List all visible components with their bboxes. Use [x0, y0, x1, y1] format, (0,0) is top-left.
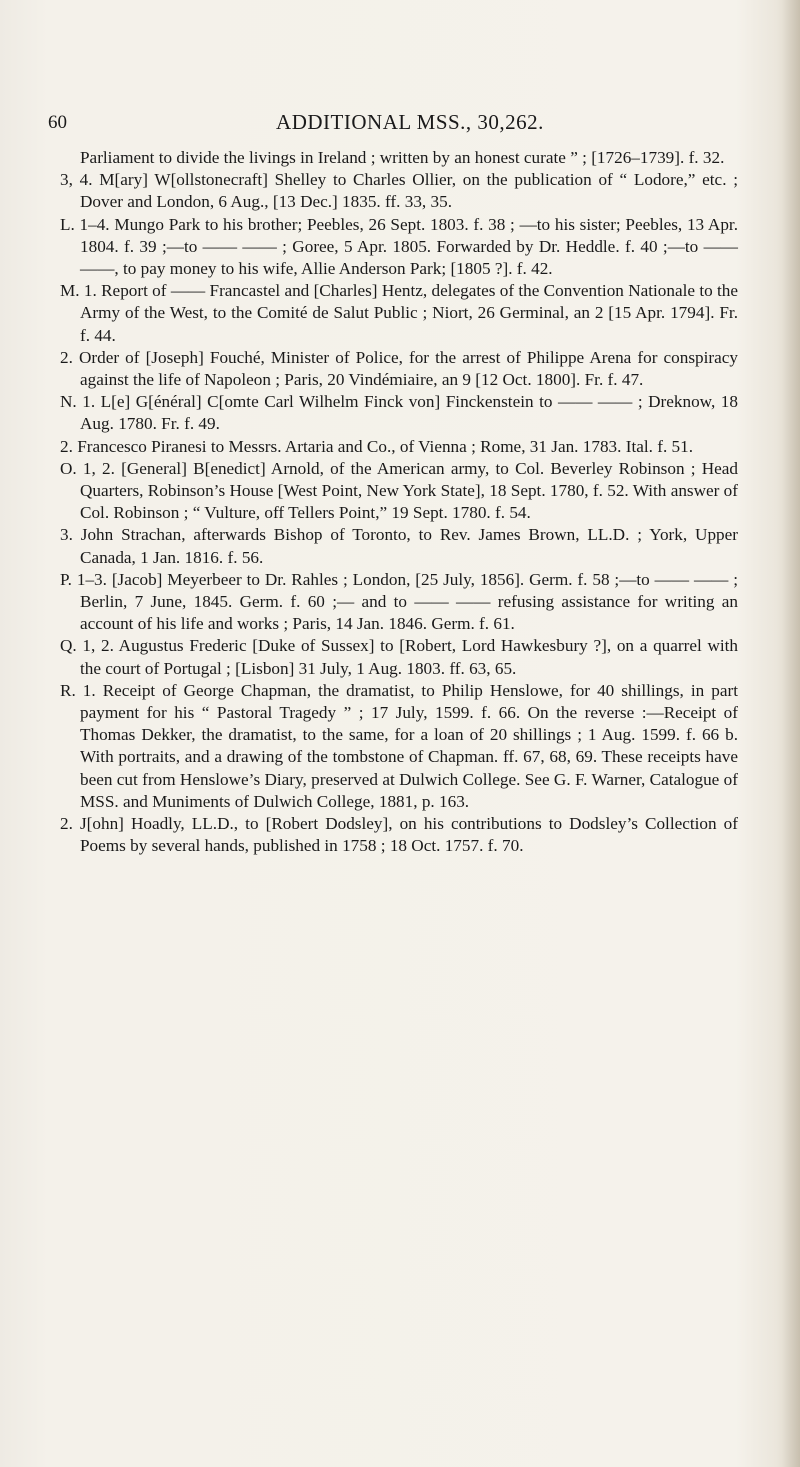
page-edge-shadow: [782, 0, 800, 1467]
catalogue-entry: N. 1. L[e] G[énéral] C[omte Carl Wilhelm Finck von] Finckenstein to —— —— ; Dreknow, 18 Aug. 1780. Fr. f. 49.: [60, 392, 738, 434]
catalogue-entry: 2. Order of [Joseph] Fouché, Minister of Police, for the arrest of Philippe Arena for conspiracy against the life of Napoleon ; Paris, 20 Vindémiaire, an 9 [12 Oct. 1800]. Fr. f. 47.: [60, 347, 738, 390]
catalogue-entry: 3. John Strachan, afterwards Bishop of Toronto, to Rev. James Brown, LL.D. ; York, Upper Canada, 1 Jan. 1816. f. 56.: [60, 525, 738, 567]
catalogue-entry: L. 1–4. Mungo Park to his brother; Peebles, 26 Sept. 1803. f. 38 ; —to his sister; Peebles, 13 Apr. 1804. f. 39 ;—to —— —— ; Goree, 5 Apr. 1805. Forwarded by Dr. Heddle. f. 40 ;—to —— ——, to pay money to his wife, Allie Anderson Park; [1805 ?]. f. 42.: [60, 214, 738, 279]
catalogue-entry: O. 1, 2. [General] B[enedict] Arnold, of the American army, to Col. Beverley Robinson ; Head Quarters, Robinson’s House [West Point, New York State], 18 Sept. 1780, f. 52. With answer of Col. Robinson ; “ Vulture, off Tellers Point,” 19 Sept. 1780. f. 54.: [60, 458, 738, 523]
running-title: ADDITIONAL MSS., 30,262.: [276, 110, 544, 134]
catalogue-entry: R. 1. Receipt of George Chapman, the dramatist, to Philip Henslowe, for 40 shillings, in part payment for his “ Pastoral Tragedy ” ; 17 July, 1599. f. 66. On the reverse :—Receipt of Thomas Dekker, the dramatist, to the same, for a loan of 20 shillings ; 1 Aug. 1599. f. 66 b. With portraits, and a drawing of the tombstone of Chapman. ff. 67, 68, 69. These receipts have been cut from Henslowe’s Diary, preserved at Dulwich College. See G. F. Warner, Catalogue of MSS. and Muniments of Dulwich College, 1881, p. 163.: [60, 680, 738, 811]
catalogue-entry: 2. Francesco Piranesi to Messrs. Artaria and Co., of Vienna ; Rome, 31 Jan. 1783. Ital. f. 51.: [60, 436, 694, 456]
page-header: [40, 108, 780, 138]
catalogue-entry: 2. J[ohn] Hoadly, LL.D., to [Robert Dodsley], on his contributions to Dodsley’s Collection of Poems by several hands, published in 1758 ; 18 Oct. 1757. f. 70.: [60, 814, 738, 856]
catalogue-entry: Q. 1, 2. Augustus Frederic [Duke of Sussex] to [Robert, Lord Hawkesbury ?], on a quarrel with the court of Portugal ; [Lisbon] 31 July, 1 Aug. 1803. ff. 63, 65.: [60, 636, 738, 678]
page-number: 60: [48, 112, 67, 133]
catalogue-entry: Parliament to divide the livings in Ireland ; written by an honest curate ” ; [1726–1739]. f. 32.: [80, 148, 725, 167]
catalogue-entries: [60, 147, 738, 858]
catalogue-entry: M. 1. Report of —— Francastel and [Charles] Hentz, delegates of the Convention Nationale to the Army of the West, to the Comité de Salut Public ; Niort, 26 Germinal, an 2 [15 Apr. 1794]. Fr. f. 44.: [60, 281, 738, 345]
catalogue-entry: 3, 4. M[ary] W[ollstonecraft] Shelley to Charles Ollier, on the publication of “ Lodore,” etc. ; Dover and London, 6 Aug., [13 Dec.] 1835. ff. 33, 35.: [60, 170, 738, 212]
catalogue-entry: P. 1–3. [Jacob] Meyerbeer to Dr. Rahles ; London, [25 July, 1856]. Germ. f. 58 ;—to —— —— ; Berlin, 7 June, 1845. Germ. f. 60 ;— and to —— —— refusing assistance for writing an account of his life and works ; Paris, 14 Jan. 1846. Germ. f. 61.: [60, 569, 738, 634]
